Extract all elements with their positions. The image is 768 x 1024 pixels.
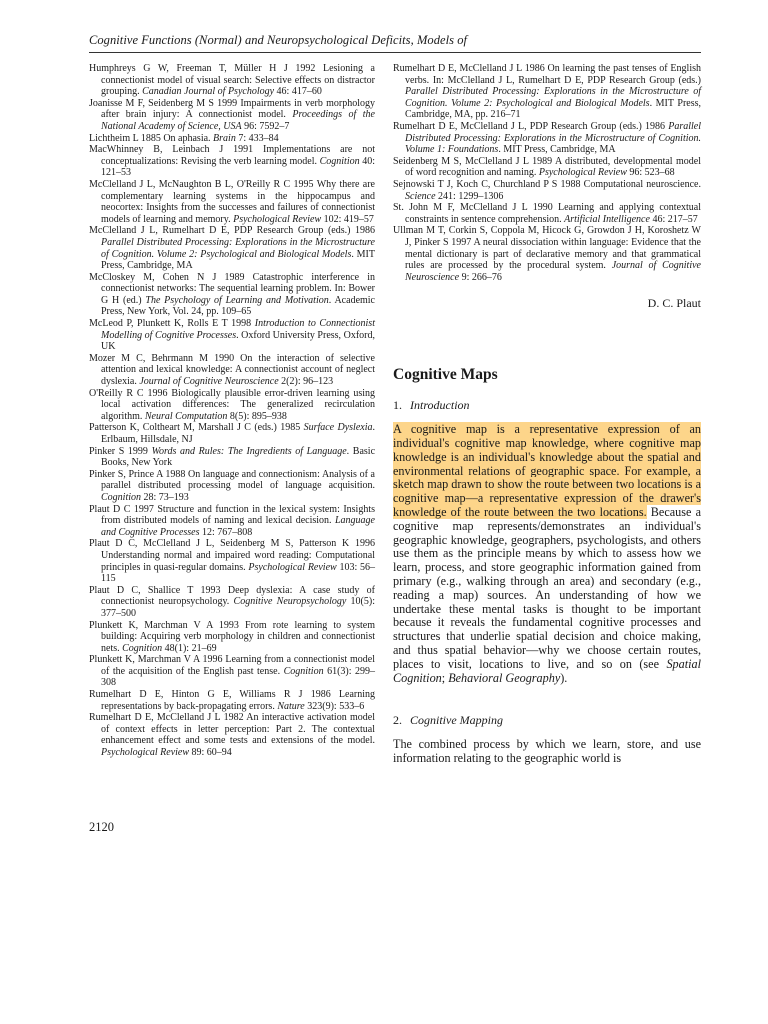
subheading-introduction	[393, 398, 701, 413]
reference-source: Psychological Review	[233, 213, 322, 225]
reference-details: 2(2): 96–123	[278, 376, 334, 388]
reference-source: Surface Dyslexia	[303, 422, 373, 434]
author-signature: D. C. Plaut	[647, 296, 701, 311]
header-rule	[89, 52, 701, 53]
reference-source: Proceedings of the National Academy of Science, USA	[101, 109, 375, 132]
reference-source: Parallel Distributed Processing: Explorations in the Microstructure of Cognition. Volume 1: Foundations	[405, 120, 701, 156]
reference-entry	[393, 202, 701, 225]
left-column	[89, 63, 375, 759]
reference-details: 103: 56–115	[101, 561, 376, 585]
reference-text: Mozer M C, Behrmann M 1990 On the interaction of selective attention and lexical knowledge: A connectionist account of neglect dyslexia.	[89, 352, 375, 388]
reference-details: . MIT Press, Cambridge, MA, pp. 216–71	[405, 97, 702, 121]
reference-text: Rumelhart D E, McClelland J L, PDP Research Group (eds.) 1986	[393, 120, 669, 132]
reference-details: 89: 60–94	[189, 747, 232, 759]
reference-text: Pinker S, Prince A 1988 On language and connectionism: Analysis of a parallel distributed processing model of language acquisition.	[89, 468, 375, 492]
reference-list-left	[89, 63, 375, 759]
reference-entry	[89, 63, 375, 98]
reference-text: Plaut D C, McClelland J L, Seidenberg M S, Patterson K 1996 Understanding normal and impaired word reading: Computational principles in quasi-regular domains.	[89, 538, 375, 573]
reference-text: McCloskey M, Cohen N J 1989 Catastrophic interference in connectionist networks: The sequential learning problem. In: Bower G H (ed.)	[89, 271, 375, 306]
reference-details: 10(5): 377–500	[101, 596, 375, 619]
reference-details: 9: 266–76	[459, 271, 502, 283]
reference-details: 8(5): 895–938	[227, 410, 287, 422]
reference-details: 61(3): 299–308	[101, 665, 375, 689]
reference-text: Joanisse M F, Seidenberg M S 1999 Impairments in verb morphology after brain injury: A connectionist model.	[89, 97, 375, 121]
cross-ref-behavioral-geography: Behavioral Geography	[448, 670, 561, 685]
reference-entry	[89, 225, 375, 271]
reference-details: 96: 523–68	[626, 167, 675, 179]
reference-details: 323(9): 533–6	[304, 700, 365, 712]
reference-text: Lichtheim L 1885 On aphasia.	[89, 132, 214, 144]
reference-source: Cognition	[319, 155, 360, 167]
reference-details: . Academic Press, New York, Vol. 24, pp. 109–65	[101, 294, 375, 318]
reference-text: McClelland J L, Rumelhart D E, PDP Research Group (eds.) 1986	[89, 225, 375, 237]
reference-entry	[393, 63, 701, 121]
reference-text: Humphreys G W, Freeman T, Müller H J 1992 Lesioning a connectionist model of visual search: Selective effects on distractor grouping.	[89, 63, 375, 98]
reference-details: . Erlbaum, Hillsdale, NJ	[101, 422, 375, 445]
reference-text: Pinker S 1999	[89, 445, 152, 457]
reference-entry	[89, 469, 375, 504]
reference-text: O'Reilly R C 1996 Biologically plausible error-driven learning using local activation differences: The generalized recirculation algorithm.	[89, 387, 375, 422]
reference-entry	[89, 133, 375, 145]
reference-text: Patterson K, Coltheart M, Marshall J C (eds.) 1985	[89, 422, 304, 434]
reference-entry	[89, 446, 375, 469]
reference-source: Cognition	[283, 665, 324, 677]
reference-text: Rumelhart D E, Hinton G E, Williams R J 1986 Learning representations by back-propagating errors.	[89, 689, 375, 712]
reference-details: 48(1): 21–69	[162, 642, 217, 654]
reference-text: McLeod P, Plunkett K, Rolls E T 1998	[89, 318, 255, 330]
mapping-paragraph: The combined process by which we learn, store, and use information relating to the geographic world is	[393, 737, 701, 766]
reference-entry	[393, 179, 701, 202]
reference-source: Words and Rules: The Ingredients of Language	[151, 445, 347, 457]
reference-text: Plaut D C 1997 Structure and function in the lexical system: Insights from distributed models of naming and lexical decision.	[89, 503, 375, 527]
reference-source: Neural Computation	[144, 410, 228, 422]
reference-entry	[89, 272, 375, 318]
intro-text: Because a cognitive map represents/demonstrates an individual's geographic knowledge, geographers, psychologists, and others use them as the principle means by which to assess how we learn, process, and store geographic information gained from primary (e.g., walking through an area) and secondary (e.g., reading a map) sources. An understanding of how we undertake these mental tasks is thought to be important because it reveals the fundamental cognitive processes and structures that underlie spatial decision and choice making, and thus spatial behavior—why we choose certain routes, places to visit, locations to live, and so on (see	[393, 505, 701, 671]
reference-text: Plaut D C, Shallice T 1993 Deep dyslexia: A case study of connectionist neuropsychology.	[89, 584, 375, 608]
reference-text: Ullman M T, Corkin S, Coppola M, Hicock G, Growdon J H, Koroshetz W J, Pinker S 1997 A neural dissociation within language: Evidence that the mental dictionary is part of declarative memory and that grammatical rules are processed by the procedural system.	[393, 225, 701, 272]
reference-source: Psychological Review	[248, 561, 337, 573]
reference-source: Cognition	[101, 491, 142, 503]
reference-entry	[89, 98, 375, 133]
reference-entry	[393, 225, 701, 283]
reference-entry	[89, 144, 375, 179]
reference-source: Journal of Cognitive Neuroscience	[405, 260, 701, 283]
reference-source: Brain	[213, 132, 236, 144]
reference-entry	[89, 689, 375, 712]
reference-source: Introduction to Connectionist Modelling of Cognitive Processes	[101, 318, 375, 341]
reference-text: Rumelhart D E, McClelland J L 1982 An interactive activation model of context effects in letter perception: Part 2. The contextual enhancement effect and some tests and extensions of the model.	[89, 712, 375, 747]
reference-source: Artificial Intelligence	[564, 213, 650, 225]
reference-entry	[89, 538, 375, 584]
reference-list-right	[393, 63, 701, 283]
subheading-number: 1.	[393, 398, 402, 413]
reference-details: 241: 1299–1306	[435, 190, 504, 202]
reference-source: Cognitive Neuropsychology	[233, 596, 347, 608]
reference-source: Canadian Journal of Psychology	[142, 86, 275, 98]
reference-text: St. John M F, McClelland J L 1990 Learning and applying contextual constraints in sentence comprehension.	[393, 202, 701, 225]
reference-source: Journal of Cognitive Neuroscience	[139, 376, 279, 388]
subheading-text: Introduction	[410, 398, 470, 413]
reference-source: Parallel Distributed Processing: Explorations in the Microstructure of Cognition. Volume 2: Psychological and Biological Models	[405, 86, 701, 109]
intro-paragraph	[393, 423, 701, 685]
reference-source: Nature	[277, 700, 305, 712]
reference-entry	[89, 388, 375, 423]
reference-entry	[89, 620, 375, 655]
section-title: Cognitive Maps	[393, 366, 498, 384]
reference-details: 28: 73–193	[141, 491, 189, 503]
subheading-number: 2.	[393, 713, 402, 728]
reference-source: Psychological Review	[101, 747, 190, 759]
reference-source: The Psychology of Learning and Motivation	[145, 294, 329, 306]
reference-text: McClelland J L, McNaughton B L, O'Reilly R C 1995 Why there are complementary learning systems in the hippocampus and neocortex: Insights from the successes and failures of connectionist models of learning and memory.	[89, 178, 375, 225]
reference-source: Cognition	[122, 642, 163, 654]
reference-entry	[89, 318, 375, 353]
reference-text: MacWhinney B, Leinbach J 1991 Implementations are not conceptualizations: Revising the verb learning model.	[89, 144, 375, 167]
reference-text: Plunkett K, Marchman V A 1993 From rote learning to system building: Acquiring verb morphology in children and connectionist nets.	[89, 619, 375, 654]
cross-ref-separator: ;	[441, 670, 449, 685]
reference-details: 7: 433–84	[235, 132, 279, 144]
reference-entry	[393, 156, 701, 179]
reference-entry	[89, 712, 375, 758]
reference-entry	[89, 504, 375, 539]
reference-details: . Oxford University Press, Oxford, UK	[101, 329, 375, 353]
cross-ref-spatial-cognition: Spatial Cognition	[393, 656, 701, 685]
reference-entry	[89, 585, 375, 620]
reference-entry	[89, 422, 375, 445]
reference-source: Parallel Distributed Processing: Explorations in the Microstructure of Cognition. Volume 2: Psychological and Biological Models	[101, 236, 375, 260]
reference-text: Sejnowski T J, Koch C, Churchland P S 1988 Computational neuroscience.	[393, 178, 701, 190]
reference-details: . MIT Press, Cambridge, MA	[498, 144, 616, 156]
reference-details: 46: 417–60	[274, 86, 322, 98]
reference-text: Plunkett K, Marchman V A 1996 Learning from a connectionist model of the acquisition of the English past tense.	[89, 654, 375, 677]
reference-details: 40: 121–53	[101, 155, 376, 179]
reference-source: Psychological Review	[538, 167, 627, 179]
intro-end: ).	[560, 670, 568, 685]
subheading-text: Cognitive Mapping	[410, 713, 503, 728]
subheading-cognitive-mapping	[393, 713, 701, 728]
reference-details: 12: 767–808	[199, 526, 253, 538]
reference-source: Science	[405, 190, 436, 202]
reference-text: Seidenberg M S, McClelland J L 1989 A distributed, developmental model of word recognition and naming.	[393, 155, 701, 179]
reference-entry	[393, 121, 701, 156]
reference-details: . Basic Books, New York	[101, 445, 376, 469]
reference-details: 96: 7592–7	[241, 120, 290, 132]
reference-text: Rumelhart D E, McClelland J L 1986 On learning the past tenses of English verbs. In: McClelland J L, Rumelhart D E, PDP Research Group (eds.)	[393, 63, 701, 86]
running-head: Cognitive Functions (Normal) and Neuropsychological Deficits, Models of	[89, 33, 468, 47]
reference-details: 102: 419–57	[321, 213, 374, 225]
reference-entry	[89, 654, 375, 689]
highlighted-text[interactable]: A cognitive map is a representative expression of an individual's cognitive map knowledge, where cognitive map knowledge is an individual's knowledge about the spatial and environmental relations of geographic space. For example, a sketch map drawn to show the route between two locations is a cognitive map—a representative expression of the drawer's knowledge of the route between the two locations.	[393, 422, 701, 520]
page-number: 2120	[89, 820, 114, 834]
reference-entry	[89, 179, 375, 225]
right-column	[393, 63, 701, 766]
reference-details: . MIT Press, Cambridge, MA	[101, 248, 375, 272]
reference-details: 46: 217–57	[649, 213, 698, 225]
reference-entry	[89, 353, 375, 388]
reference-source: Language and Cognitive Processes	[101, 515, 375, 538]
